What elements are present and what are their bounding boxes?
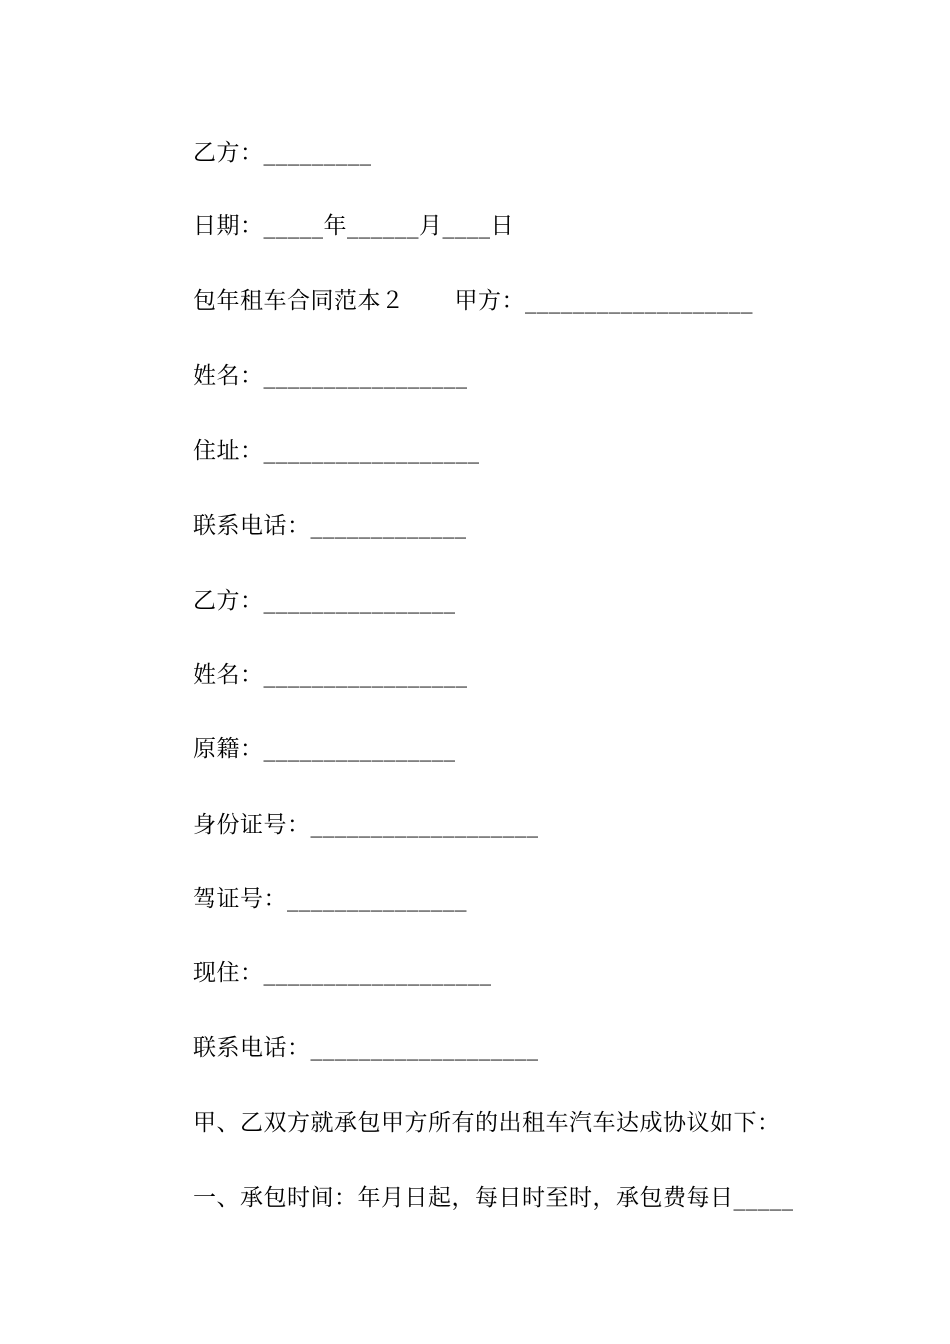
party-b-header-line: 乙方：________________	[193, 588, 456, 614]
clause-1-line: 一、承包时间：年月日起，每日时至时，承包费每日_____	[193, 1185, 794, 1211]
party-b-residence-line: 现住：___________________	[193, 960, 492, 986]
date-line: 日期：_____年______月____日	[193, 213, 514, 239]
party-a-phone-line: 联系电话：_____________	[193, 513, 467, 539]
party-b-id-line: 身份证号：___________________	[193, 812, 539, 838]
party-b-line: 乙方：_________	[193, 140, 372, 166]
party-a-field: 甲方：___________________	[454, 288, 753, 314]
party-b-license-line: 驾证号：_______________	[193, 886, 467, 912]
party-b-name-line: 姓名：_________________	[193, 662, 468, 688]
contract-title-line	[193, 286, 753, 316]
agreement-intro-line: 甲、乙双方就承包甲方所有的出租车汽车达成协议如下：	[193, 1110, 781, 1136]
party-a-address-line: 住址：__________________	[193, 438, 480, 464]
party-b-phone-line: 联系电话：___________________	[193, 1035, 539, 1061]
contract-title: 包年租车合同范本２	[193, 288, 405, 314]
party-b-origin-line: 原籍：________________	[193, 736, 456, 762]
party-a-name-line: 姓名：_________________	[193, 363, 468, 389]
